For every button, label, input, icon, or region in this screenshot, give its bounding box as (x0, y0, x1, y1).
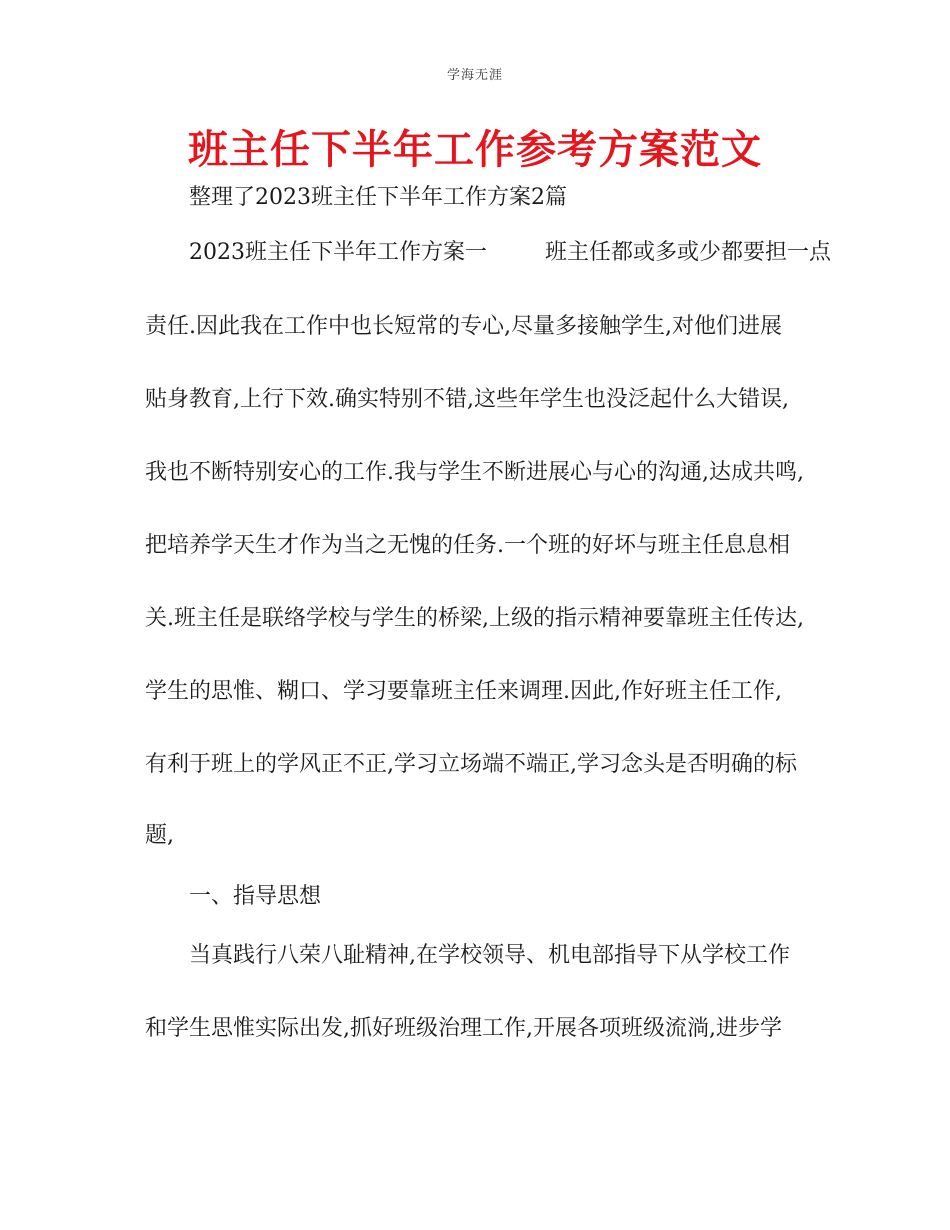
paragraph-text: 班主任都或多或少都要担一点 (545, 240, 832, 265)
document-title: 班主任下半年工作参考方案范文 (188, 127, 762, 173)
paragraph-line: 和学生思惟实际出发,抓好班级治理工作,开展各项班级流淌,进步学 (145, 1016, 782, 1041)
paragraph-line: 我也不断特别安心的工作.我与学生不断进展心与心的沟通,达成共鸣, (145, 460, 804, 485)
section-heading-plan-one: 2023班主任下半年工作方案一 (189, 240, 487, 265)
paragraph-line: 责任.因此我在工作中也长短常的专心,尽量多接触学生,对他们进展 (145, 314, 782, 339)
paragraph-line (189, 238, 831, 268)
paragraph-line: 有利于班上的学风正不正,学习立场端不端正,学习念头是否明确的标 (145, 752, 797, 777)
page-header: 学海无涯 (446, 68, 503, 83)
paragraph-line: 贴身教育,上行下效.确实特别不错,这些年学生也没泛起什么大错误, (145, 387, 789, 412)
paragraph-line: 学生的思惟、糊口、学习要靠班主任来调理.因此,作好班主任工作, (145, 679, 782, 704)
paragraph-line: 把培养学天生才作为当之无愧的任务.一个班的好坏与班主任息息相 (145, 533, 790, 558)
document-subtitle: 整理了2023班主任下半年工作方案2篇 (189, 185, 567, 210)
paragraph-line: 关.班主任是联络学校与学生的桥梁,上级的指示精神要靠班主任传达, (145, 606, 804, 631)
section-heading: 一、指导思想 (189, 884, 322, 909)
paragraph-line: 题, (145, 823, 174, 848)
paragraph-line: 当真践行八荣八耻精神,在学校领导、机电部指导下从学校工作 (189, 943, 790, 968)
